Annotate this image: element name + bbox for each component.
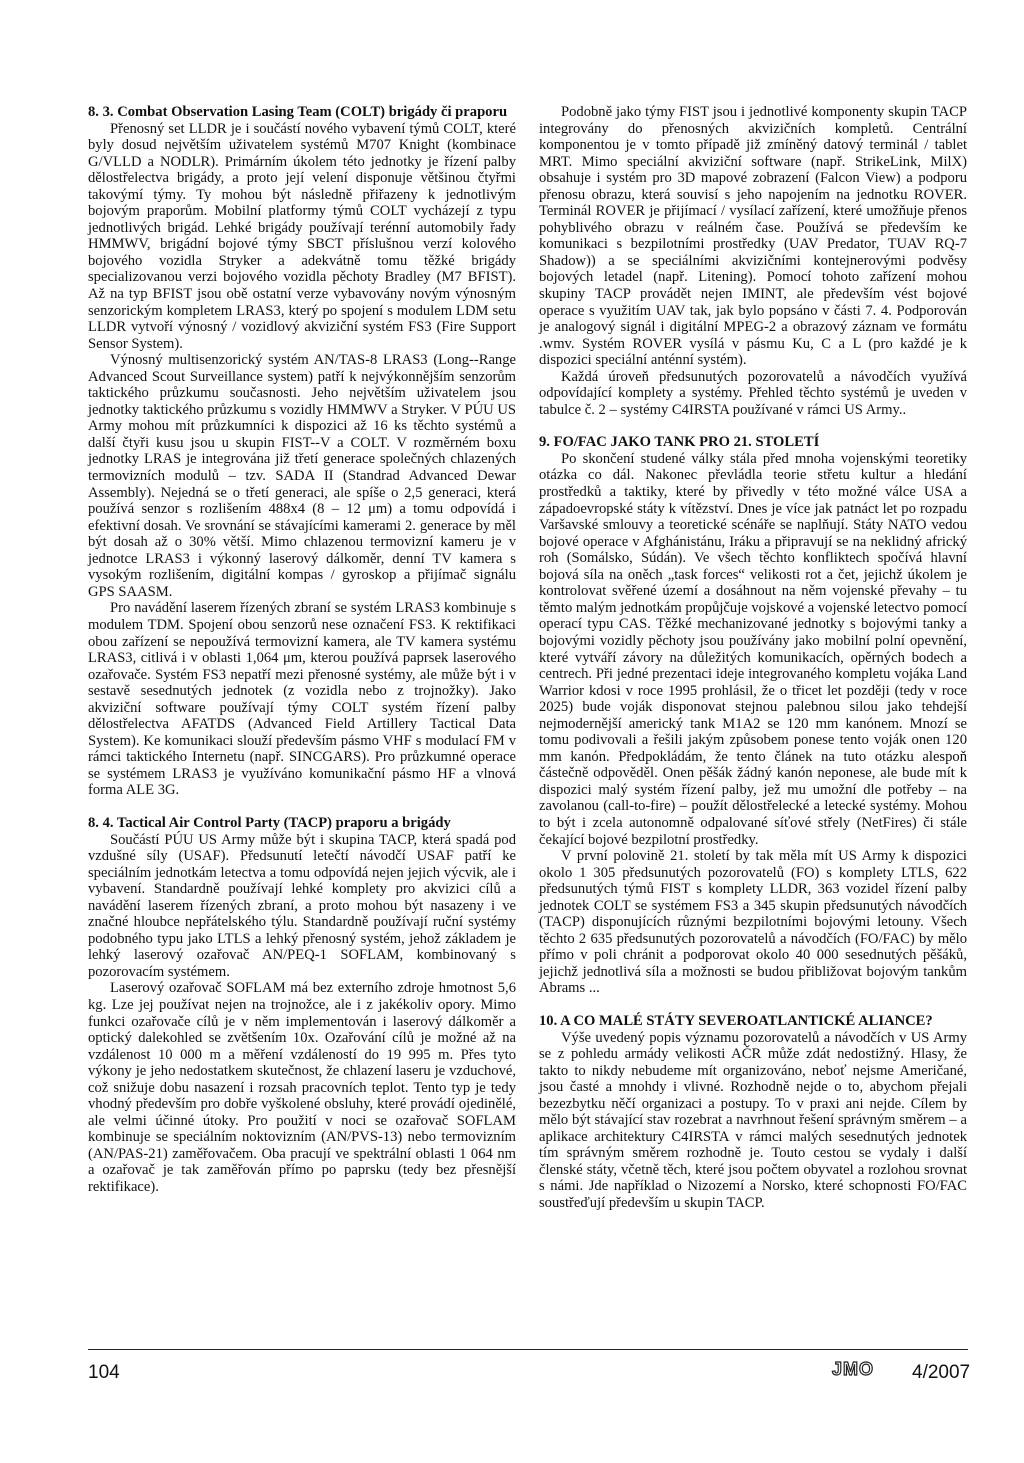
section-heading-nato: 10. A CO MALÉ STÁTY SEVEROATLANTICKÉ ALIANCE? (539, 1012, 933, 1029)
paragraph: Součástí PÚU US Army může být i skupina TACP, která spadá pod vzdušné síly (USAF). Předsunutí letečtí návodčí USAF patří ke speciálním jednotkám letectva a tomu odpovídá nejen jejich výcvik, ale i vybavení. Standardně používají lehké komplety pro akvizici cílů a navádění laserem řízených zbraní, a proto mohou být nasazeny i ve značné hloubce nepřátelského týlu. Standardně používají ruční systémy podobného typu jako LTLS a lehký přenosný systém, jehož základem je lehký laserový ozařovač AN/PEQ-1 SOFLAM, kombinovaný s pozorovacím systémem. (88, 831, 516, 980)
right-column (539, 104, 967, 1212)
paragraph: Přenosný set LLDR je i součástí nového vybavení týmů COLT, které byly dosud největším uživatelem systémů M707 Knight (kombinace G/VLLD a NODLR). Primárním úkolem této jednotky je řízení palby dělostřelectva brigády, a proto její velení disponuje většinou čtyřmi takovýmí týmy. Ty mohou být následně přiřazeny k jednotlivým bojovým praporům. Mobilní platformy týmů COLT vycházejí z typu jednotlivých brigád. Lehké brigády používají terénní automobily řady HMMWV, brigádní bojové týmy SBCT příslušnou verzí kolového bojového vozidla Stryker a adekvátně tomu těžké brigády specializovanou verzi bojového vozidla pěchoty Bradley (M7 BFIST). Až na typ BFIST jsou obě ostatní verze vybavovány novým výnosným senzorickým kompletem LRAS3, který po spojení s modulem LDM setu LLDR vytvoří výnosný / vozidlový akviziční systém FS3 (Fire Support Sensor System). (88, 120, 516, 352)
svg-text:JMO: JMO (831, 1359, 875, 1379)
paragraph: V první polovině 21. století by tak měla mít US Army k dispozici okolo 1 305 předsunutých pozorovatelů (FO) s komplety LTLS, 622 předsunutých týmů FIST s komplety LLDR, 363 vozidel řízení palby jednotek COLT se systémem FS3 a 345 skupin předsunutých návodčích (TACP) disponujících různými bezpilotními bojovými letouny. Všech těchto 2 635 předsunutých pozorovatelů a návodčích (FO/FAC) by mělo přímo v poli chránit a podporovat okolo 40 000 sesednutých pěšáků, jejichž jednotlivá síla a možnosti se budou přibližovat bojovým tankům Abrams ... (539, 848, 967, 997)
footer-divider (88, 1349, 968, 1350)
paragraph: Výnosný multisenzorický systém AN/TAS-8 LRAS3 (Long--Range Advanced Scout Surveillance system) patří k nejvýkonnějším senzorům taktického průzkumu současnosti. Jeho největším uživatelem jsou jednotky taktického průzkumu s vozidly HMMWV a Stryker. V PÚU US Army mohou mít průzkumníci k dispozici až 16 ks těchto systémů a další čtyři kusu jsou u skupin FIST--V a COLT. V rozměrném boxu jednotky LRAS je integrována již třetí generace společných chlazených termovizních modulů – tzv. SADA II (Standrad Advanced Dewar Assembly). Nejedná se o třetí generaci, ale spíše o 2,5 generaci, která používá senzor s rozlišením 488x4 (8 – 12 μm) a tomu odpovídá i efektivní dosah. Ve srovnání se stávajícími kamerami 2. generace by měl být dosah až o 30% větší. Mimo chlazenou termovizní kameru je v jednotce LRAS3 i výkonný laserový dálkoměr, denní TV kamera s vysokým rozlišením, digitální kompas / gyroskop a přijímač signálu GPS SAASM. (88, 352, 516, 600)
page-number: 104 (88, 1362, 120, 1383)
section-heading-tacp: 8. 4. Tactical Air Control Party (TACP) praporu a brigády (88, 814, 451, 831)
issue-number: 4/2007 (912, 1362, 971, 1383)
paragraph: Pro navádění laserem řízených zbraní se systém LRAS3 kombinuje s modulem TDM. Spojení obou senzorů nese označení FS3. K rektifikaci obou zařízení se nepoužívá termovizní kamera, ale TV kamera systému LRAS3, citlivá i v oblasti 1,064 μm, kterou používá paprsek laserového ozařovače. Systém FS3 nepatří mezi přenosné systémy, ale může být i v sestavě sesednutých jednotek (z vozidla nebo z trojnožky). Jako akviziční software používají týmy COLT systém řízení palby dělostřelectva AFATDS (Advanced Field Artillery Tactical Data System). Ke komunikaci slouží především pásmo VHF s modulací FM v rámci taktického Internetu (např. SINCGARS). Pro průzkumné operace se systémem LRAS3 je využíváno komunikační pásmo HF a vlnová forma ALE 3G. (88, 600, 516, 799)
section-heading-fofac: 9. FO/FAC JAKO TANK PRO 21. STOLETÍ (539, 434, 820, 451)
section-heading-colt: 8. 3. Combat Observation Lasing Team (COLT) brigády či praporu (88, 104, 508, 120)
paragraph: Po skončení studené války stála před mnoha vojenskými teoretiky otázka co dál. Nakonec převládla teorie střetu kultur a hledání prostředků a taktiky, které by přivedly v této možné válce USA a západoevropské státy k vítězství. Dnes je více jak patnáct let po rozpadu Varšavské smlouvy a teoretické scénáře se naplňují. Státy NATO vedou bojové operace v Afghánistánu, Iráku a připravují se na neklidný africký roh (Somálsko, Súdán). Ve všech těchto konfliktech spočívá hlavní bojová síla na oněch „task forces“ velikosti rot a čet, jejichž úkolem je kontrolovat svěřené území a dosáhnout na něm vojenské převahy – tu těmto malým jednotkám propůjčuje vojskové a vojenské letectvo pomocí operací typu CAS. Těžké mechanizované jednotky s bojovými tanky a bojovými vozidly pěchoty jsou používány jako mobilní polní opevnění, které vytváří závory na důležitých komunikacích, opěrných bodech a centrech. Při jedné prezentaci ideje integrovaného kompletu vojáka Land Warrior kdosi v roce 1995 prohlásil, že o třicet let později (tedy v roce 2025) bude voják disponovat stejnou palebnou silou jako tehdejší nejmodernější americký tank M1A2 se 120 mm kanónem. Mnozí se tomu podivovali a řešili jakým způsobem ponese tento voják onen 120 mm kanón. Předpokládám, že tento článek na tuto otázku alespoň částečně odpověděl. Onen pěšák žádný kanón neponese, ale bude mít k dispozici malý systém řízení palby, jež mu umožní dle potřeby – na zavolanou (call-to-fire) – použít dělostřelecké a letecké systémy. Mohou to být i zcela autonomně odpalované síťové střely (NetFires) či stále čekající bojové bezpilotní prostředky. (539, 450, 967, 848)
paragraph: Laserový ozařovač SOFLAM má bez externího zdroje hmotnost 5,6 kg. Lze jej používat nejen na trojnožce, ale i z jakékoliv opory. Mimo funkci ozařovače cílů je v něm implementován i laserový dálkoměr a optický dalekohled se zvětšením 10x. Ozařování cílů je možné až na vzdálenost 10 000 m a měření vzdáleností do 19 995 m. Přes tyto výkony je jeho nedostatkem skutečnost, že chlazení laseru je vzduchové, což snižuje dobu nasazení i rozsah pracovních teplot. Tento typ je tedy vhodný především pro dobře vyškolené obsluhy, které provádí ojedinělé, ale velmi účinné útoky. Pro použití v noci se ozařovač SOFLAM kombinuje se speciálním noktovizním (AN/PVS-13) nebo termovizním (AN/PAS-21) zaměřovačem. Oba pracují ve spektrální oblasti 1 064 nm a ozařovač je tak zaměřován přímo po paprsku (tedy bez přesnější rektifikace). (88, 980, 516, 1195)
jmo-logo (824, 1358, 882, 1380)
paragraph: Podobně jako týmy FIST jsou i jednotlivé komponenty skupin TACP integrovány do přenosných akvizičních kompletů. Centrální komponentou je v tomto případě již zmíněný datový terminál / tablet MRT. Mimo speciální akviziční software (např. StrikeLink, MilX) obsahuje i systém pro 3D mapové zobrazení (Falcon View) a podporu přenosu obrazu, která souvisí s jeho napojením na jednotku ROVER. Terminál ROVER je přijímací / vysílací zařízení, které umožňuje přenos pohyblivého obrazu v reálném čase. Používá se především ke komunikaci s bezpilotními prostředky (UAV Predator, TUAV RQ-7 Shadow)) a se speciálními akvizičními kontejnerovými podvěsy bojových letadel (např. Litening). Pomocí tohoto zařízení mohou skupiny TACP provádět nejen IMINT, ale především vést bojové operace s využitím UAV tak, jak bylo popsáno v části 7. 4. Podporován je analogový signál i digitální MPEG-2 a obrazový záznam ve formátu .wmv. Systém ROVER vysílá v pásmu Ku, C a L (pro každé je k dispozici speciální anténní systém). (539, 104, 967, 369)
paragraph: Výše uvedený popis významu pozorovatelů a návodčích v US Army se z pohledu armády velikosti AČR může zdát nedostižný. Hlasy, že takto to nikdy nebudeme mít organizováno, neboť nejsme Američané, jsou časté a mnohdy i vlivné. Rozhodně nejde o to, abychom přejali bezezbytku něčí organizaci a postupy. To v praxi ani nejde. Cílem by mělo být stávající stav rozebrat a navrhnout řešení správným směrem – a aplikace architektury C4IRSTA v rámci malých sesednutých jednotek tím správným směrem rozhodně je. Touto cestou se vydaly i další členské státy, včetně těch, které jsou počtem obyvatel a rozlohou srovnat s námi. Jde například o Nizozemí a Norsko, které schopnosti FO/FAC soustřeďují především u skupin TACP. (539, 1029, 967, 1211)
paragraph: Každá úroveň předsunutých pozorovatelů a návodčích využívá odpovídající komplety a systémy. Přehled těchto systémů je uveden v tabulce č. 2 – systémy C4IRSTA používané v rámci US Army.. (539, 368, 967, 418)
left-column (88, 104, 516, 1196)
